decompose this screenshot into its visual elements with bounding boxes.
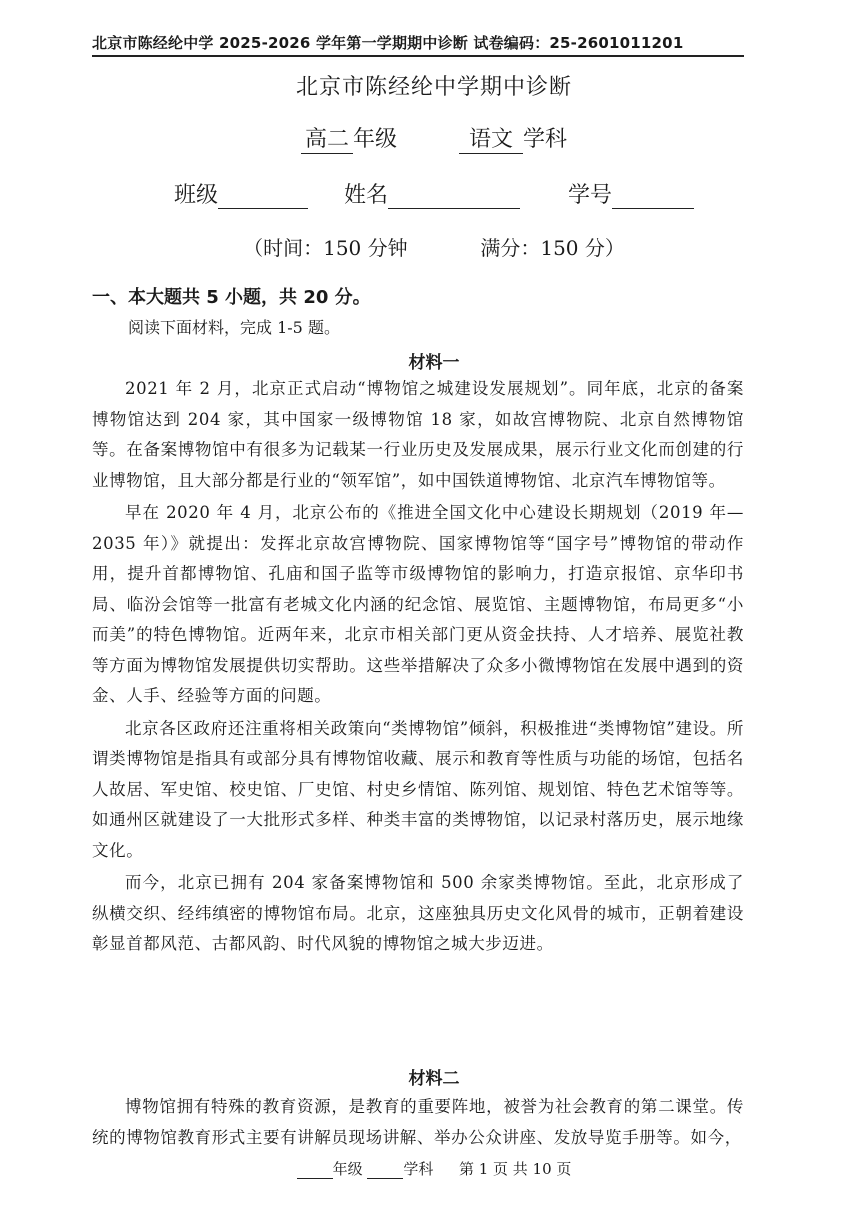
grade-value: 高二 [301,122,353,154]
footer-subject-blank [367,1164,403,1179]
section-heading: 一、本大题共 5 小题，共 20 分。 [92,287,371,308]
grade-subject-line [0,122,868,154]
grade-label: 年级 [352,127,397,152]
id-label: 学号 [568,183,613,208]
student-info-line [0,178,868,209]
class-blank[interactable] [218,186,308,209]
paragraph: 早在 2020 年 4 月，北京公布的《推进全国文化中心建设长期规划（2019 年—2035 年）》就提出：发挥北京故宫博物院、国家博物馆等“国字号”博物馆的带动作用，提升首都博物馆、孔庙和国子监等市级博物馆的影响力，打造京报馆、京华印书局、临汾会馆等一批富有老城文化内涵的纪念馆、展览馆、主题博物馆，布局更多“小而美”的特色博物馆。近两年来，北京市相关部门更从资金扶持、人才培养、展览社教等方面为博物馆发展提供切实帮助。这些举措解决了众多小微博物馆在发展中遇到的资金、人手、经验等方面的问题。 [92,503,744,705]
page-number: 第 1 页 共 10 页 [458,1160,572,1178]
id-blank[interactable] [612,186,694,209]
subject-label: 学科 [523,127,568,152]
material-1-body [92,374,744,962]
time-score-line [0,232,868,261]
exam-header: 北京市陈经纶中学 2025-2026 学年第一学期期中诊断 试卷编码：25-2601011201 [92,34,684,52]
paragraph: 2021 年 2 月，北京正式启动“博物馆之城建设发展规划”。同年底，北京的备案博物馆达到 204 家，其中国家一级博物馆 18 家，如故宫博物院、北京自然博物馆等。在备案博物馆中有很多为记载某一行业历史及发展成果，展示行业文化而创建的行业博物馆，且大部分都是行业的“领军馆”，如中国铁道博物馆、北京汽车博物馆等。 [92,379,744,490]
material-1-title: 材料一 [408,353,460,373]
exam-title: 北京市陈经纶中学期中诊断 [295,75,572,100]
paragraph: 博物馆拥有特殊的教育资源，是教育的重要阵地，被誉为社会教育的第二课堂。传统的博物馆教育形式主要有讲解员现场讲解、举办公众讲座、发放导览手册等。如今， [92,1097,744,1147]
page-footer [0,1158,868,1179]
paragraph: 而今，北京已拥有 204 家备案博物馆和 500 余家类博物馆。至此，北京形成了纵横交织、经纬缜密的博物馆布局。北京，这座独具历史文化风骨的城市，正朝着建设彰显首都风范、古都风韵、时代风貌的博物馆之城大步迈进。 [92,873,744,953]
name-blank[interactable] [388,186,520,209]
section-instruction: 阅读下面材料，完成 1-5 题。 [128,318,340,337]
paragraph: 北京各区政府还注重将相关政策向“类博物馆”倾斜，积极推进“类博物馆”建设。所谓类博物馆是指具有或部分具有博物馆收藏、展示和教育等性质与功能的场馆，包括名人故居、军史馆、校史馆、厂史馆、村史乡情馆、陈列馆、规划馆、特色艺术馆等等。如通州区就建设了一大批形式多样、种类丰富的类博物馆，以记录村落历史，展示地缘文化。 [92,718,744,860]
footer-grade-label: 年级 [332,1160,363,1178]
material-2-body [92,1092,744,1155]
name-label: 姓名 [343,183,388,208]
score-info: 满分：150 分） [480,236,625,260]
class-label: 班级 [173,183,218,208]
subject-value: 语文 [459,122,523,154]
footer-subject-label: 学科 [403,1160,434,1178]
material-2-title: 材料二 [408,1069,460,1089]
footer-grade-blank [297,1164,333,1179]
time-info: （时间：150 分钟 [243,236,408,260]
header-rule [92,55,744,57]
